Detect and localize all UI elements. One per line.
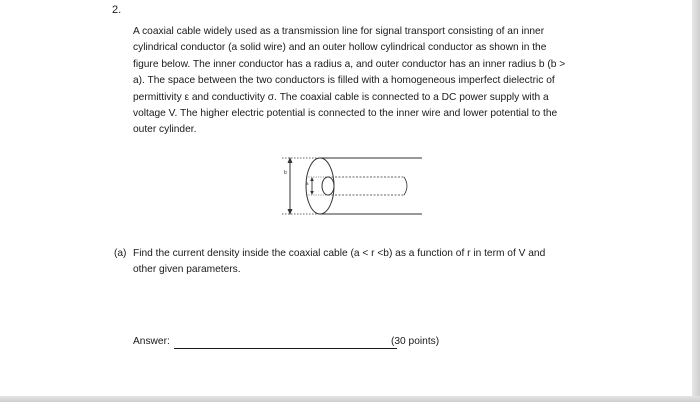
part-a-line: other given parameters.: [133, 264, 241, 276]
statement-line: permittivity ε and conductivity σ. The coaxial cable is connected to a DC power supply with a: [133, 91, 549, 103]
label-a: a: [306, 181, 309, 186]
inner-wire-end: [322, 177, 334, 195]
part-a-prompt: [133, 246, 633, 279]
problem-statement: [133, 24, 633, 139]
statement-line: figure below. The inner conductor has a radius a, and outer conductor has an inner radius b (b >: [133, 58, 566, 70]
part-a-line: Find the current density inside the coaxial cable (a < r <b) as a function of r in term of V and: [133, 248, 546, 259]
question-number: 2.: [112, 4, 122, 16]
part-a-label: (a): [114, 248, 127, 259]
statement-line: A coaxial cable widely used as a transmission line for signal transport consisting of an inner: [133, 26, 545, 37]
statement-line: cylindrical conductor (a solid wire) and an outer hollow cylindrical conductor as shown in the: [133, 42, 547, 54]
statement-line: outer cylinder.: [133, 124, 197, 136]
page-edge-right: [692, 0, 700, 402]
answer-label: Answer:: [133, 336, 170, 347]
page-edge-bottom: [0, 396, 700, 402]
answer-row: [133, 336, 440, 347]
statement-line: a). The space between the two conductors is filled with a homogeneous imperfect dielectric of: [133, 75, 555, 87]
coaxial-cable-figure: [270, 152, 430, 232]
inner-wire-far-end: [404, 177, 407, 195]
statement-line: voltage V. The higher electric potential is connected to the inner wire and lower potential to the: [133, 108, 558, 120]
points-label: (30 points): [391, 336, 440, 347]
label-b: b: [284, 170, 287, 176]
answer-blank-line[interactable]: [174, 348, 397, 349]
